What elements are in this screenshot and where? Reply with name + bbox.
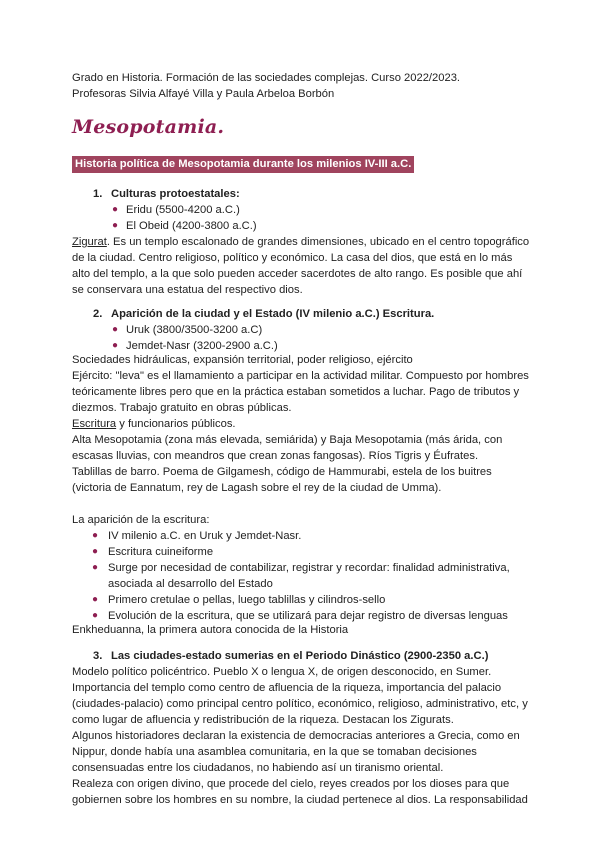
header-line-2: Profesoras Silvia Alfayé Villa y Paula Arbeloa Borbón xyxy=(72,88,335,100)
paragraph-line: Alta Mesopotamia (zona más elevada, semiárida) y Baja Mesopotamia (más árida, con xyxy=(72,434,503,446)
section-1-number: 1. xyxy=(93,188,103,200)
highlight-heading: Historia política de Mesopotamia durante los milenios IV-III a.C. xyxy=(72,156,414,173)
paragraph-line: Algunos historiadores declaran la existencia de democracias anteriores a Grecia, como en xyxy=(72,730,520,742)
section-3-number: 3. xyxy=(93,650,103,662)
list-item: ● IV milenio a.C. en Uruk y Jemdet-Nasr. xyxy=(92,530,302,542)
bullet-icon: ● xyxy=(92,530,99,541)
escritura-line: Escritura y funcionarios públicos. xyxy=(72,418,236,430)
bullet-icon: ● xyxy=(92,546,99,557)
bullet-icon: ● xyxy=(92,594,99,605)
paragraph-line: gobiernen sobre los hombres en su nombre, la ciudad pertenece al dios. La responsabilidad xyxy=(72,794,528,806)
paragraph-line: Nippur, donde había una asamblea comunitaria, en la que se tomaban decisiones xyxy=(72,746,477,758)
section-2-title: Aparición de la ciudad y el Estado (IV milenio a.C.) Escritura. xyxy=(111,308,435,320)
escritura-term: Escritura xyxy=(72,418,117,430)
bullet-icon: ● xyxy=(112,220,119,231)
paragraph-line: escasas lluvias, con meandros que crean zonas fangosas). Ríos Tigris y Éufrates. xyxy=(72,450,479,462)
paragraph-line: diezmos. Trabajo gratuito en obras públicas. xyxy=(72,402,292,414)
zigurat-line-1: Zigurat. Es un templo escalonado de grandes dimensiones, ubicado en el centro topográfico xyxy=(72,236,530,248)
paragraph-line: como lugar de afluencia y redistribución de la riqueza. Destacan los Zigurats. xyxy=(72,714,454,726)
list-item: ● Evolución de la escritura, que se utilizará para dejar registro de diversas lenguas xyxy=(92,610,508,622)
section-1-heading xyxy=(93,186,240,202)
writing-intro: La aparición de la escritura: xyxy=(72,514,210,526)
bullet-icon: ● xyxy=(92,562,99,573)
paragraph-line: Realeza con origen divino, que procede del cielo, reyes creados por los dioses para que xyxy=(72,778,510,790)
bullet-icon: ● xyxy=(112,324,119,335)
list-item: ● Eridu (5500-4200 a.C.) xyxy=(112,204,240,216)
section-3-heading xyxy=(93,648,488,664)
paragraph-line: Enkheduanna, la primera autora conocida de la Historia xyxy=(72,624,349,636)
section-3-title: Las ciudades-estado sumerias en el Periodo Dinástico (2900-2350 a.C.) xyxy=(111,650,489,662)
header-line-1: Grado en Historia. Formación de las sociedades complejas. Curso 2022/2023. xyxy=(72,72,461,84)
section-2-heading xyxy=(93,306,434,322)
section-2-number: 2. xyxy=(93,308,103,320)
paragraph-line: (victoria de Eannatum, rey de Lagash sobre el rey de la ciudad de Umma). xyxy=(72,482,442,494)
bullet-icon: ● xyxy=(92,610,99,621)
paragraph-line: (ciudades-palacio) como principal centro político, económico, religioso, administrativo, etc, y xyxy=(72,698,528,710)
section-1-title: Culturas protoestatales: xyxy=(111,188,240,200)
list-item: ● Uruk (3800/3500-3200 a.C) xyxy=(112,324,263,336)
page-title: Mesopotamia. xyxy=(72,116,225,138)
list-item-continuation: asociada al desarrollo del Estado xyxy=(108,578,273,590)
list-item: ● Jemdet-Nasr (3200-2900 a.C.) xyxy=(112,340,278,352)
paragraph-line: teóricamente libres pero que en la práctica estaban sometidos a luchar. Pago de tributos y xyxy=(72,386,520,398)
list-item: ● Escritura cuineiforme xyxy=(92,546,214,558)
paragraph-line: de la ciudad. Centro religioso, político y económico. La casa del dios, que está en lo más xyxy=(72,252,513,264)
paragraph-line: Importancia del templo como centro de afluencia de la riqueza, importancia del palacio xyxy=(72,682,502,694)
bullet-icon: ● xyxy=(112,204,119,215)
bullet-icon: ● xyxy=(112,340,119,351)
list-item: ● Primero cretulae o pellas, luego tablillas y cilindros-sello xyxy=(92,594,386,606)
paragraph-line: consensuadas entre los ciudadanos, no habiendo así un tiranismo oriental. xyxy=(72,762,444,774)
paragraph-line: alto del templo, a la que solo pueden acceder sacerdotes de alto rango. Es posible que ahí xyxy=(72,268,523,280)
paragraph-line: Tablillas de barro. Poema de Gilgamesh, código de Hammurabi, estela de los buitres xyxy=(72,466,492,478)
paragraph-line: Ejército: "leva" es el llamamiento a participar en la actividad militar. Compuesto por hombres xyxy=(72,370,529,382)
paragraph-line: Modelo político policéntrico. Pueblo X o lengua X, de origen desconocido, en Sumer. xyxy=(72,666,492,678)
list-item: ● Surge por necesidad de contabilizar, registrar y recordar: finalidad administrativa, xyxy=(92,562,510,574)
paragraph-line: Sociedades hidráulicas, expansión territorial, poder religioso, ejército xyxy=(72,354,413,366)
paragraph-line: se conservara una estatua del respectivo dios. xyxy=(72,284,303,296)
zigurat-term: Zigurat xyxy=(72,236,107,248)
list-item: ● El Obeid (4200-3800 a.C.) xyxy=(112,220,257,232)
